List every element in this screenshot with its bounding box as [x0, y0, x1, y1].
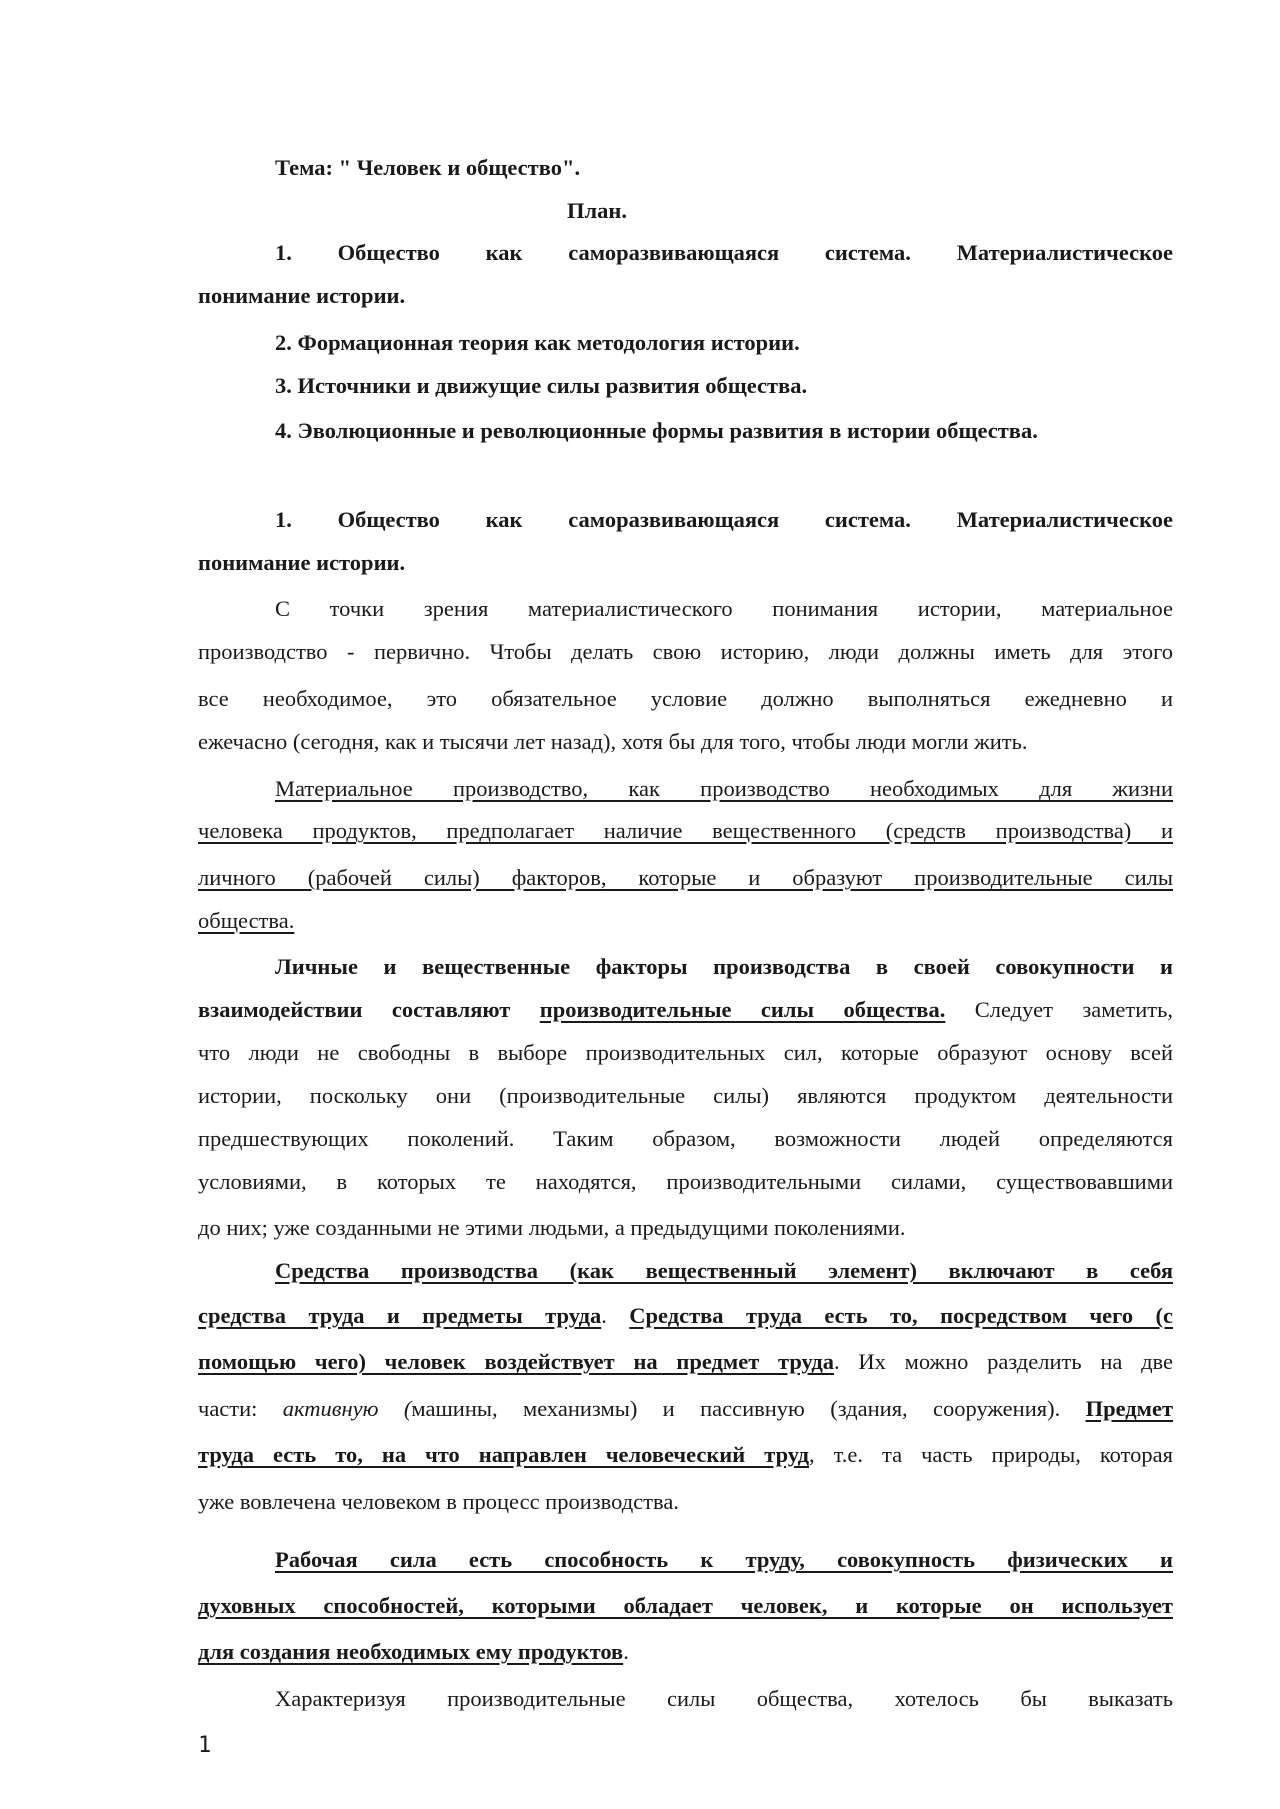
- p4-text: , т.е. та часть природы, которая: [809, 1442, 1173, 1467]
- p4-term: Средства труда есть то, посредством чего (с: [629, 1303, 1173, 1328]
- paragraph-4-line: Средства производства (как вещественный элемент) включают в себя: [275, 1258, 1173, 1283]
- paragraph-4-line: [198, 1301, 1173, 1331]
- paragraph-4-line: [198, 1440, 1173, 1470]
- paragraph-3-line: условиями, в которых те находятся, производительными силами, существовавшими: [198, 1169, 1173, 1194]
- plan-item-3: 3. Источники и движущие силы развития общества.: [275, 373, 808, 398]
- p4-text: .: [601, 1303, 630, 1328]
- paragraph-2-line: общества.: [198, 908, 295, 933]
- p4-text: . Их можно разделить на две: [834, 1349, 1174, 1374]
- paragraph-2-line: Материальное производство, как производство необходимых для жизни: [275, 776, 1173, 801]
- p4-term: Предмет: [1085, 1396, 1174, 1421]
- p4-term: помощью чего) человек воздействует на предмет труда: [198, 1349, 835, 1374]
- paragraph-3-line: [198, 995, 1173, 1025]
- paragraph-5-line: [198, 1637, 1173, 1667]
- paragraph-5-line: духовных способностей, которыми обладает человек, и которые он использует: [198, 1593, 1173, 1618]
- plan-item-2: 2. Формационная теория как методология истории.: [275, 330, 800, 355]
- p4-term: труда есть то, на что направлен человеческий труд: [198, 1442, 809, 1467]
- paragraph-5-line: Рабочая сила есть способность к труду, совокупность физических и: [275, 1547, 1173, 1572]
- paragraph-3-line: Личные и вещественные факторы производства в своей совокупности и: [275, 954, 1173, 979]
- paragraph-4-line: уже вовлечена человеком в процесс производства.: [198, 1489, 679, 1514]
- paragraph-1-line: ежечасно (сегодня, как и тысячи лет назад), хотя бы для того, чтобы люди могли жить.: [198, 729, 1028, 754]
- plan-item-1: 1. Общество как саморазвивающаяся система. Материалистическое: [275, 240, 1173, 265]
- paragraph-3-line: предшествующих поколений. Таким образом, возможности людей определяются: [198, 1126, 1173, 1151]
- plan-title: План.: [567, 198, 627, 223]
- section-1-title-cont: понимание истории.: [198, 550, 406, 575]
- p4-italic-text: активную (: [282, 1396, 412, 1421]
- p3-key-term: производительные силы общества.: [539, 997, 946, 1022]
- paragraph-4-line: [198, 1347, 1173, 1377]
- paragraph-3-line: до них; уже созданными не этими людьми, а предыдущими поколениями.: [198, 1215, 906, 1240]
- plan-item-4: 4. Эволюционные и революционные формы развития в истории общества.: [275, 418, 1038, 443]
- p3-bold-text: взаимодействии составляют: [198, 997, 540, 1022]
- p5-text: .: [623, 1639, 629, 1664]
- paragraph-6-line: Характеризуя производительные силы общества, хотелось бы выказать: [275, 1686, 1173, 1711]
- p5-term: для создания необходимых ему продуктов: [198, 1639, 624, 1664]
- topic-heading: Тема: " Человек и общество".: [275, 155, 581, 180]
- plan-item-1-cont: понимание истории.: [198, 283, 406, 308]
- paragraph-1-line: С точки зрения материалистического понимания истории, материальное: [275, 596, 1173, 621]
- paragraph-4-line: [198, 1394, 1173, 1424]
- paragraph-1-line: производство - первично. Чтобы делать свою историю, люди должны иметь для этого: [198, 639, 1173, 664]
- paragraph-2-line: личного (рабочей силы) факторов, которые и образуют производительные силы: [198, 865, 1173, 890]
- section-1-title: 1. Общество как саморазвивающаяся система. Материалистическое: [275, 507, 1173, 532]
- paragraph-2-line: человека продуктов, предполагает наличие вещественного (средств производства) и: [198, 818, 1173, 843]
- paragraph-1-line: все необходимое, это обязательное условие должно выполняться ежедневно и: [198, 686, 1173, 711]
- p4-text: части:: [198, 1396, 283, 1421]
- paragraph-3-line: что люди не свободны в выборе производительных сил, которые образуют основу всей: [198, 1040, 1173, 1065]
- paragraph-3-line: истории, поскольку они (производительные силы) являются продуктом деятельности: [198, 1083, 1173, 1108]
- p4-text: машины, механизмы) и пассивную (здания, сооружения).: [411, 1396, 1086, 1421]
- page-number: 1: [198, 1733, 212, 1758]
- p3-text: Следует заметить,: [945, 997, 1174, 1022]
- p4-term: средства труда и предметы труда: [198, 1303, 602, 1328]
